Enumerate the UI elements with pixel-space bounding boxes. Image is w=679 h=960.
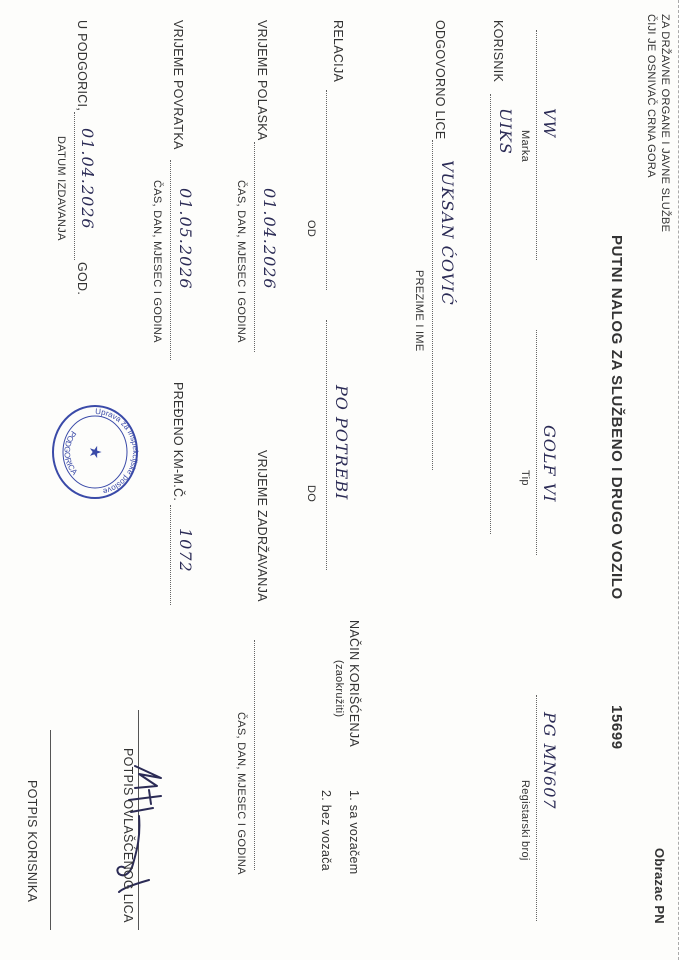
datum-line: [74, 112, 75, 260]
marka-line: [536, 30, 537, 260]
odgovorno-value[interactable]: VUKSAN ĆOVIĆ: [438, 160, 457, 306]
option-bez-vozaca[interactable]: 2. bez vozača: [319, 790, 333, 872]
relacija-od-line: [326, 90, 327, 290]
odgovorno-line: [432, 140, 433, 470]
zadrzavanja-line: [254, 640, 255, 870]
official-stamp-icon: [47, 400, 143, 504]
marka-value[interactable]: VW: [540, 108, 559, 138]
datum-value[interactable]: 01.04.2026: [78, 128, 97, 230]
tip-line: [536, 330, 537, 555]
org-line-2: ČIJI JE OSNIVAČ CRNA GORA: [645, 14, 657, 178]
reg-value[interactable]: PG MN607: [540, 712, 559, 810]
form-title: PUTNI NALOG ZA SLUŽBENO I DRUGO VOZILO: [608, 235, 625, 600]
polaska-cas-label: ČAS, DAN, MJESEC I GODINA: [235, 180, 247, 343]
zadrzavanja-cas-label: ČAS, DAN, MJESEC I GODINA: [235, 712, 247, 875]
polaska-line: [254, 142, 255, 352]
potpis-korisnika-line: [50, 730, 51, 930]
do-value[interactable]: PO POTREBI: [332, 385, 351, 501]
korisnik-label: KORISNIK: [491, 20, 505, 83]
datum-label: DATUM IZDAVANJA: [55, 136, 67, 241]
relacija-do-line: [326, 320, 327, 570]
form-type: Obrazac PN: [652, 848, 667, 924]
god-label: GOD.: [75, 262, 89, 296]
povratka-value[interactable]: 01.05.2026: [176, 188, 195, 290]
potpis-korisnika-label: POTPIS KORISNIKA: [25, 780, 39, 903]
predjeno-value[interactable]: 1072: [176, 528, 195, 573]
svg-text:★: ★: [86, 444, 105, 460]
povratka-label: VRIJEME POVRATKA: [171, 20, 185, 150]
prezime-label: PREZIME I IME: [413, 270, 425, 352]
u-podgorici-label: U PODGORICI,: [75, 20, 89, 112]
reg-line: [536, 695, 537, 921]
korisnik-line: [490, 94, 491, 534]
potpis-ovlascenog-label: POTPIS OVLAŠĆENOG LICA: [121, 748, 135, 923]
nacin-label: NAČIN KORIŠĆENJA: [347, 620, 361, 748]
relacija-label: RELACIJA: [331, 20, 345, 83]
povratka-line: [170, 160, 171, 360]
nacin-sub: (zaokružiti): [333, 660, 345, 718]
marka-label: Marka: [519, 130, 531, 163]
org-line-1: ZA DRŽAVNE ORGANE I JAVNE SLUŽBE: [659, 14, 671, 233]
svg-text:PODGORICA: PODGORICA: [62, 429, 80, 477]
predjeno-line: [170, 505, 171, 605]
od-label: OD: [305, 220, 317, 238]
svg-text:Uprava za inspekcijske poslove: Uprava za inspekcijske poslove: [94, 406, 141, 497]
reg-label: Registarski broj: [519, 780, 531, 861]
predjeno-label: PREĐENO KM-M.Č.: [171, 382, 185, 502]
signature-ovlasceno-icon: [99, 760, 179, 920]
tip-label: Tip: [519, 470, 531, 486]
do-label: DO: [305, 485, 317, 503]
polaska-label: VRIJEME POLASKA: [255, 20, 269, 141]
povratka-cas-label: ČAS, DAN, MJESEC I GODINA: [151, 180, 163, 343]
option-sa-vozacem[interactable]: 1. sa vozačem: [347, 790, 361, 875]
zadrzavanja-label: VRIJEME ZADRŽAVANJA: [255, 450, 269, 602]
odgovorno-label: ODGOVORNO LICE: [433, 20, 447, 140]
tip-value[interactable]: GOLF VI: [540, 425, 559, 503]
form-number: 15699: [608, 705, 625, 750]
korisnik-value[interactable]: UIKS: [496, 108, 515, 155]
polaska-value[interactable]: 01.04.2026: [260, 188, 279, 290]
